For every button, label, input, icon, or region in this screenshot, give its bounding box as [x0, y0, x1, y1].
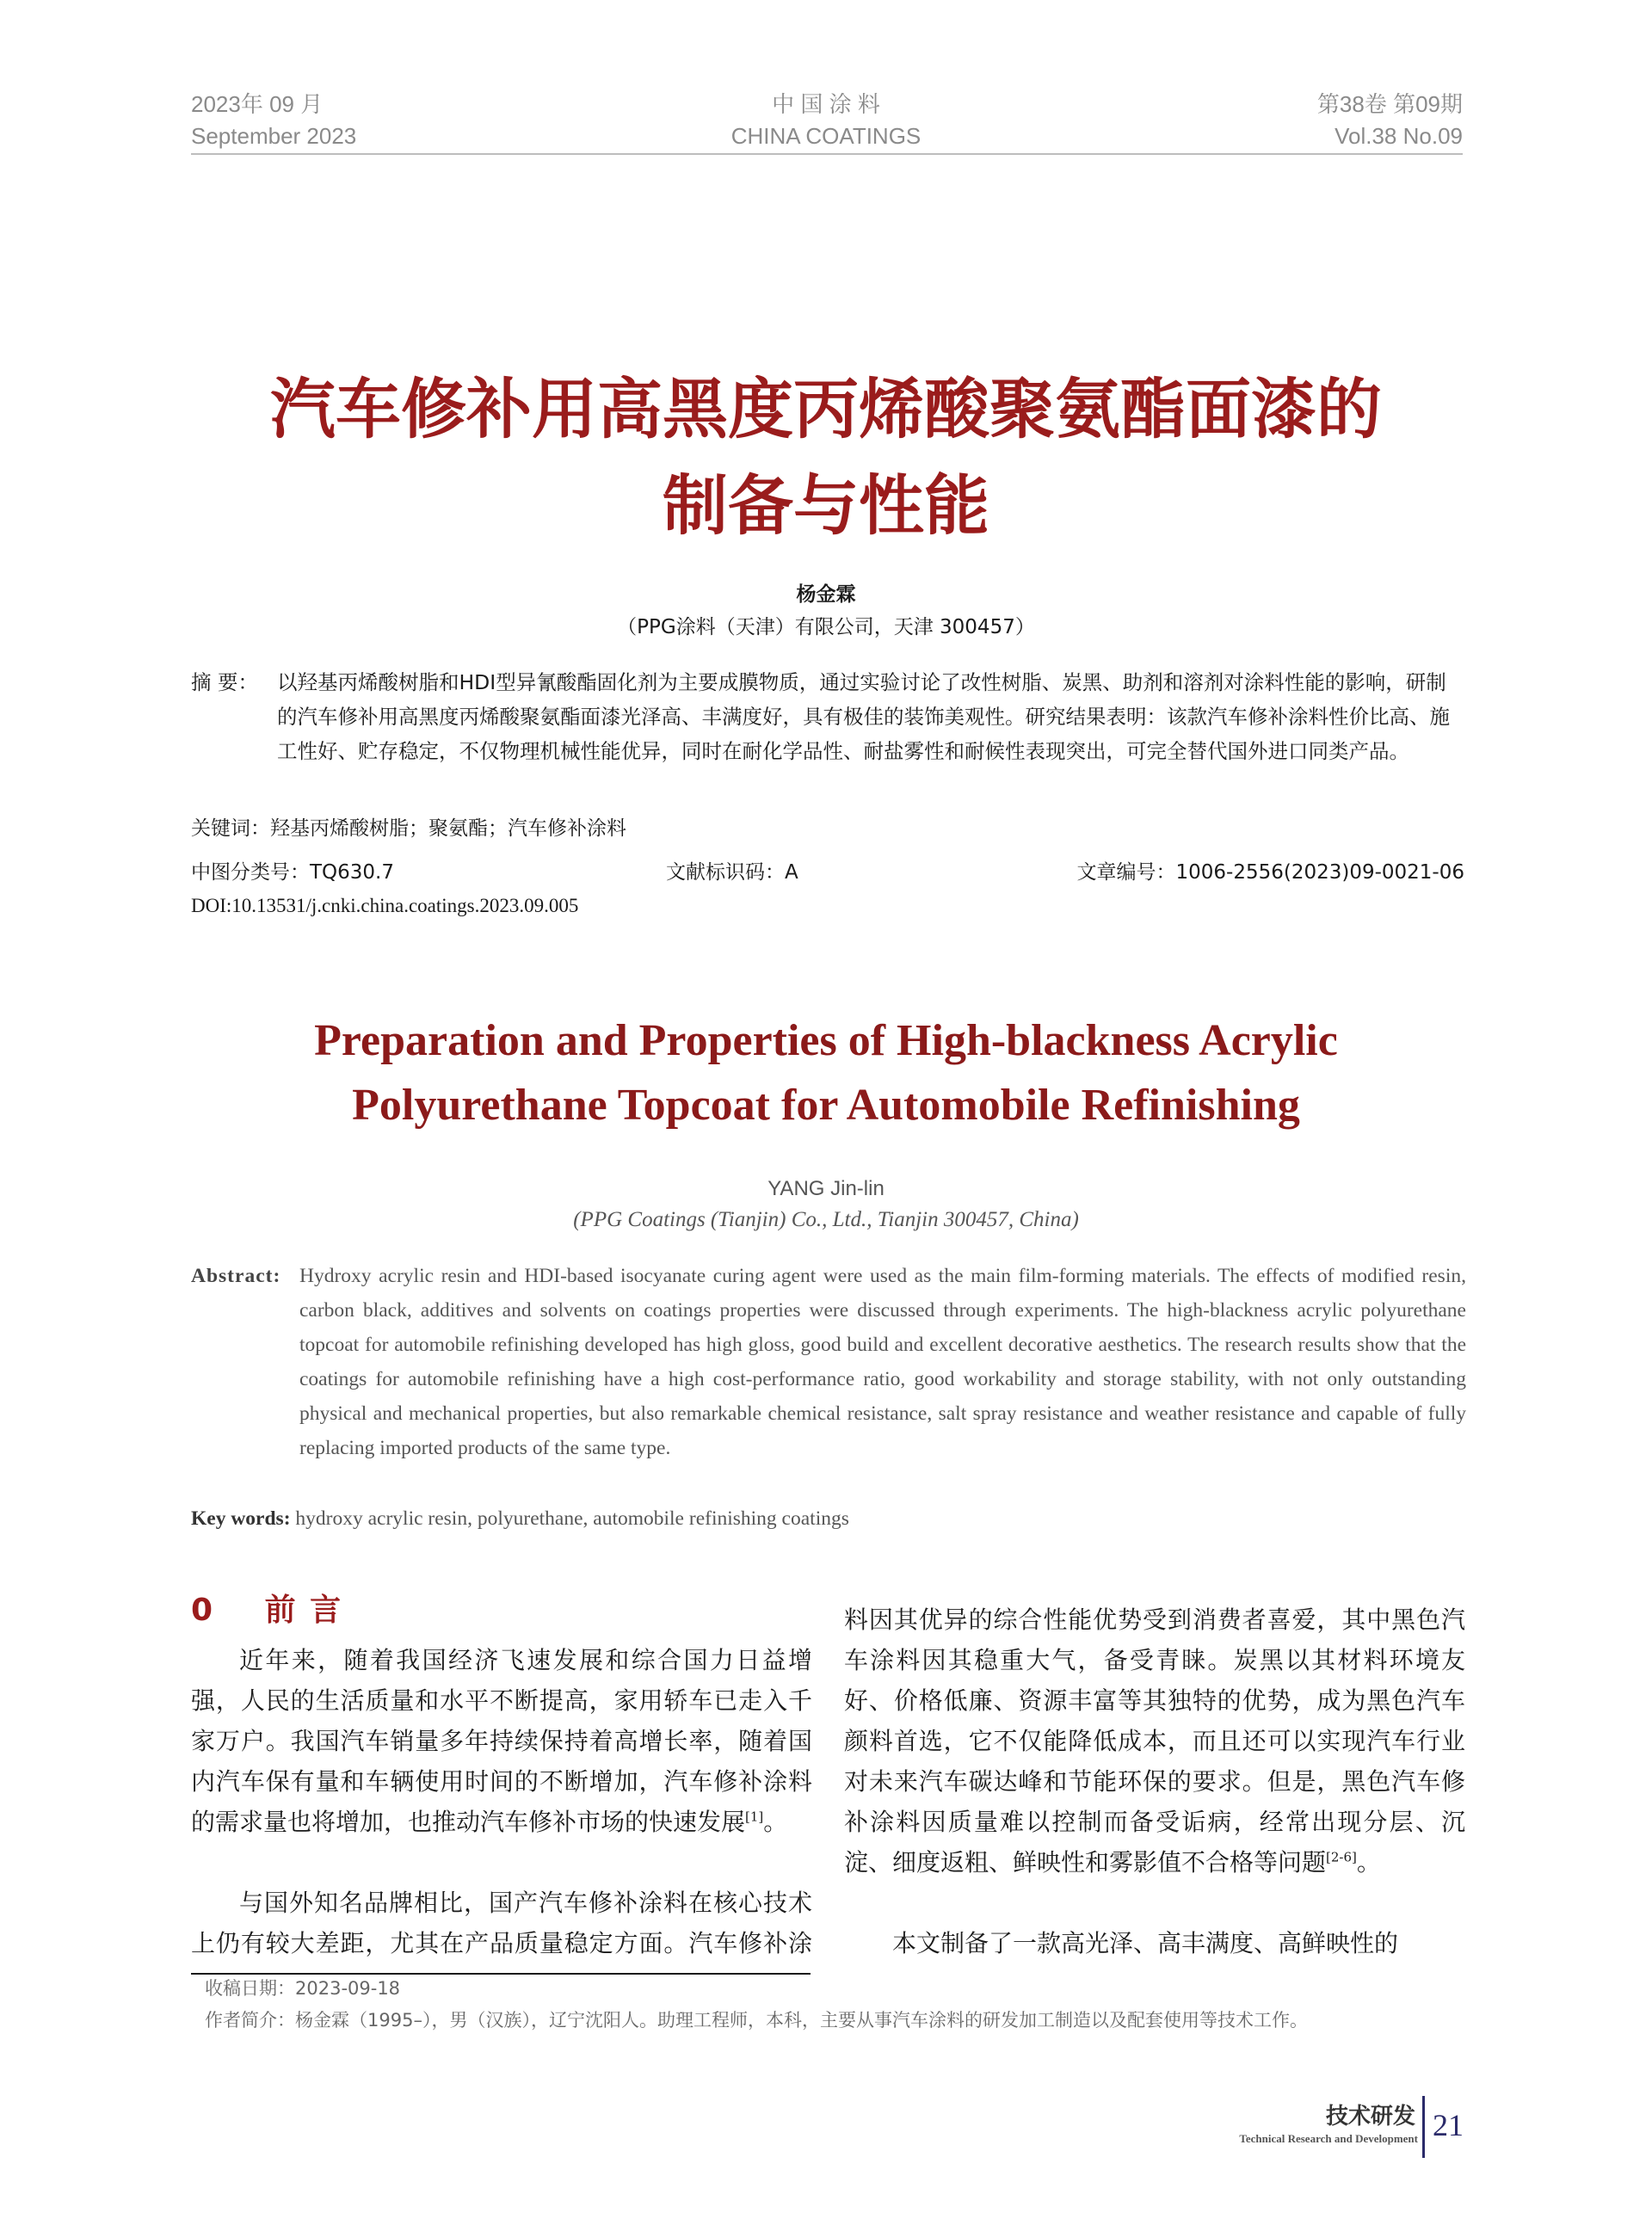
affiliation-cn: （PPG涂料（天津）有限公司，天津 300457） [617, 616, 1035, 638]
paragraph-2-cont [844, 1599, 1465, 1883]
clc-number: 中图分类号：TQ630.7 [191, 861, 394, 884]
header-date-en: September 2023 [191, 123, 357, 149]
keywords-en-text: hydroxy acrylic resin, polyurethane, automobile refinishing coatings [290, 1507, 849, 1530]
footnote-bio: 作者简介：杨金霖（1995–），男（汉族），辽宁沈阳人。助理工程师，本科，主要从事汽车涂料的研发加工制造以及配套使用等技术工作。 [205, 2010, 1308, 2031]
header-date-cn: 2023年 09 月 [191, 91, 324, 117]
header-date [191, 89, 356, 152]
doi: DOI:10.13531/j.cnki.china.coatings.2023.09.005 [191, 895, 579, 916]
keywords-en [191, 1507, 1464, 1531]
body-column-right [844, 1599, 1465, 1923]
paragraph-2-end: 。 [1356, 1848, 1381, 1877]
paragraph-3-text: 本文制备了一款高光泽、高丰满度、高鲜映性的 [892, 1929, 1399, 1957]
author-cn: 杨金霖 [796, 583, 856, 606]
citation-2: [2-6] [1326, 1849, 1357, 1865]
keywords-cn: 关键词：羟基丙烯酸树脂；聚氨酯；汽车修补涂料 [191, 817, 626, 840]
footer-section-cn: 技术研发 [1325, 2104, 1415, 2129]
section-number: 0 [191, 1593, 215, 1628]
footnote-received: 收稿日期：2023-09-18 [205, 1978, 401, 1999]
footer-section-en: Technical Research and Development [1239, 2132, 1418, 2145]
header-volume-cn: 第38卷 第09期 [1316, 91, 1463, 117]
paragraph-2-text: 与国外知名品牌相比，国产汽车修补涂料在核心技术上仍有较大差距，尤其在产品质量稳定方面。汽车修补涂 [191, 1889, 812, 1957]
abstract-en-text: Hydroxy acrylic resin and HDI-based isocyanate curing agent were used as the main film-forming materials. The effects of modified resin, carbon black, additives and solvents on coatings properties were discussed through experiments. The high-blackness acrylic polyurethane topcoat for automobile refinishing developed has high gloss, good build and excellent decorative aesthetics. The research results show that the coatings for automobile refinishing have a high cost-performance ratio, good workability and storage stability, with not only outstanding physical and mechanical properties, but also remarkable chemical resistance, salt spray resistance and weather resistance and capable of fully replacing imported products of the same type. [299, 1265, 1466, 1459]
body-column-left [191, 1640, 812, 1842]
header-rule [191, 153, 1463, 155]
page-number: 21 [1433, 2108, 1464, 2142]
paragraph-1-end: 。 [763, 1808, 788, 1836]
paragraph-1 [191, 1640, 812, 1842]
header-journal-en: CHINA COATINGS [730, 123, 922, 149]
title-en-line2: Polyurethane Topcoat for Automobile Refinishing [352, 1081, 1300, 1130]
author-en: YANG Jin-lin [767, 1177, 885, 1200]
paragraph-2-start [191, 1883, 812, 1963]
footer-divider [1422, 2096, 1425, 2158]
abstract-cn [191, 665, 1464, 768]
abstract-cn-label: 摘 要： [191, 670, 258, 694]
abstract-en [191, 1259, 1466, 1465]
header-volume [1119, 89, 1463, 152]
title-cn-line1: 汽车修补用高黑度丙烯酸聚氨酯面漆的 [270, 371, 1382, 447]
title-cn-line2: 制备与性能 [663, 467, 989, 544]
title-en-line1: Preparation and Properties of High-blackness Acrylic [314, 1016, 1338, 1065]
title-en [129, 1008, 1523, 1137]
keywords-en-label: Key words: [191, 1507, 291, 1530]
citation-1: [1] [745, 1809, 764, 1825]
article-number: 文章编号：1006-2556(2023)09-0021-06 [1076, 861, 1464, 884]
abstract-cn-text: 以羟基丙烯酸树脂和HDI型异氰酸酯固化剂为主要成膜物质，通过实验讨论了改性树脂、炭黑、助剂和溶剂对涂料性能的影响，研制的汽车修补用高黑度丙烯酸聚氨酯面漆光泽高、丰满度好，具有极佳的装饰美观性。研究结果表明：该款汽车修补涂料性价比高、施工性好、贮存稳定，不仅物理机械性能优异，同时在耐化学品性、耐盐雾性和耐候性表现突出，可完全替代国外进口同类产品。 [277, 670, 1450, 763]
header-volume-en: Vol.38 No.09 [1335, 123, 1463, 149]
title-cn [129, 361, 1523, 554]
header-journal-cn: 中 国 涂 料 [772, 91, 880, 117]
paragraph-2-text-cont: 料因其优异的综合性能优势受到消费者喜爱，其中黑色汽车涂料因其稳重大气，备受青睐。炭黑以其材料环境友好、价格低廉、资源丰富等其独特的优势，成为黑色汽车颜料首选，它不仅能降低成本，而且还可以实现汽车行业对未来汽车碳达峰和节能环保的要求。但是，黑色汽车修补涂料因质量难以控制而备受诟病，经常出现分层、沉淀、细度返粗、鲜映性和雾影值不合格等问题 [844, 1606, 1465, 1877]
section-heading [191, 1586, 342, 1630]
section-title: 前 言 [264, 1593, 343, 1628]
document-code: 文献标识码：A [666, 861, 798, 884]
body-column-left-cont [191, 1883, 812, 1963]
abstract-en-label: Abstract: [191, 1265, 281, 1287]
header-journal [654, 89, 998, 152]
affiliation-en: (PPG Coatings (Tianjin) Co., Ltd., Tianjin 300457, China) [573, 1208, 1079, 1231]
paragraph-1-text: 近年来，随着我国经济飞速发展和综合国力日益增强，人民的生活质量和水平不断提高，家用轿车已走入千家万户。我国汽车销量多年持续保持着高增长率，随着国内汽车保有量和车辆使用时间的不断增加，汽车修补涂料的需求量也将增加，也推动汽车修补市场的快速发展 [191, 1646, 812, 1836]
paragraph-3 [844, 1923, 1465, 1963]
